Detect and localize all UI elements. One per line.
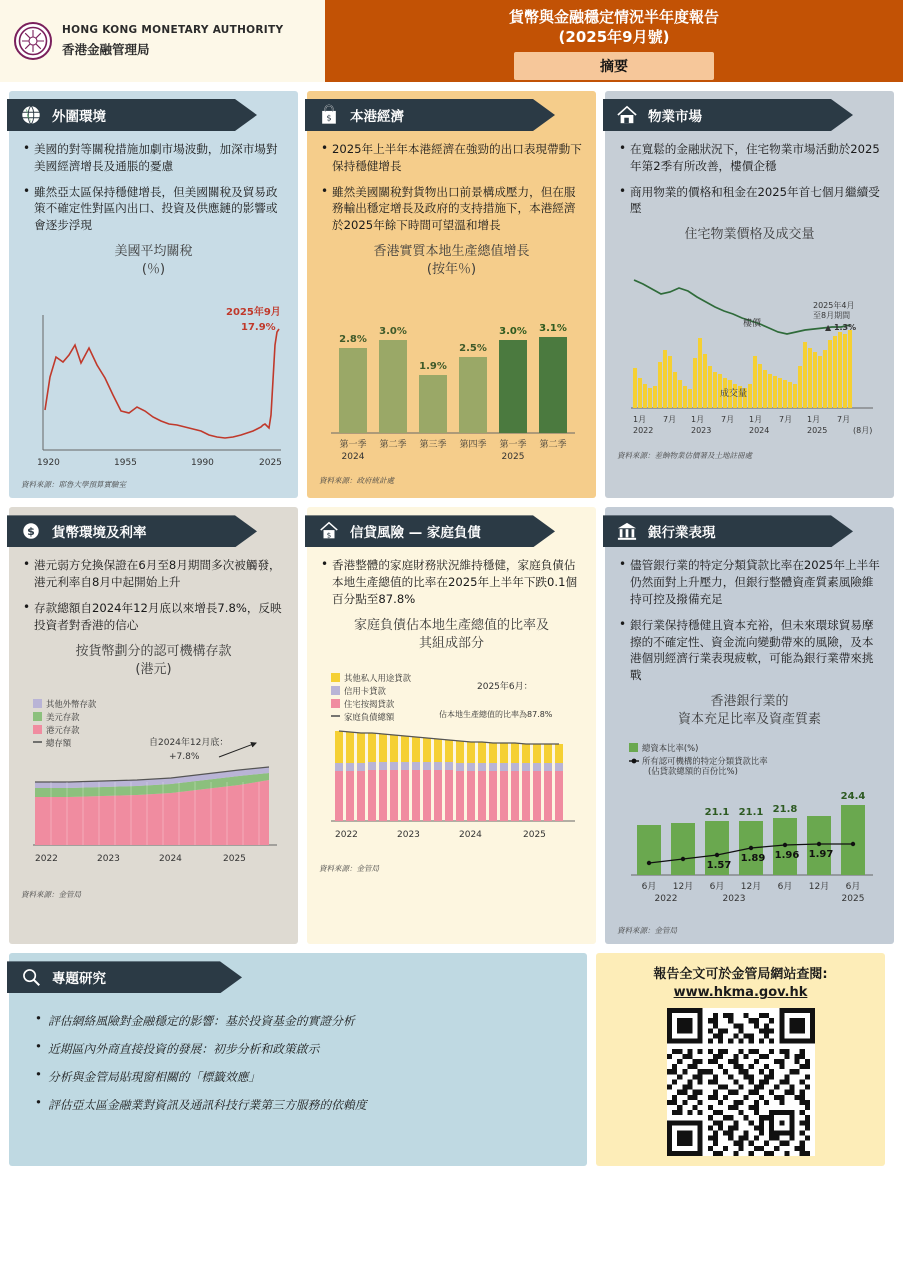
bullet: • 在寬鬆的金融狀況下，住宅物業市場活動於2025年第2季有所改善，樓價企穩 xyxy=(619,141,880,175)
research-item: • 近期區內外商直接投資的發展：初步分析和政策啟示 xyxy=(35,1040,565,1057)
svg-text:第三季: 第三季 xyxy=(419,440,447,451)
svg-text:成交量: 成交量 xyxy=(720,389,748,400)
bullet: • 雖然亞太區保持穩健增長，但美國關稅及貿易政策不確定性對區內出口、投資及供應鏈的影響或會逐步浮現 xyxy=(23,184,284,234)
svg-text:佔本地生產總值的比率為87.8%: 佔本地生產總值的比率為87.8% xyxy=(439,710,553,720)
card-property-banner xyxy=(603,99,853,131)
svg-text:第四季: 第四季 xyxy=(459,440,487,451)
hkma-logo-icon xyxy=(14,22,52,60)
card-local-title: 本港經濟 xyxy=(350,109,404,125)
svg-text:2023: 2023 xyxy=(691,426,712,436)
summary-badge: 摘要 xyxy=(514,52,714,80)
svg-text:21.1: 21.1 xyxy=(704,807,730,819)
card-external-title: 外圍環境 xyxy=(52,109,106,125)
card-monetary-title: 貨幣環境及利率 xyxy=(52,525,147,542)
org-name-en: HONG KONG MONETARY AUTHORITY xyxy=(62,24,284,37)
svg-text:樓價: 樓價 xyxy=(743,319,762,330)
svg-text:總資本比率(%): 總資本比率(%) xyxy=(642,743,699,754)
card-banking-banner xyxy=(603,515,853,547)
card-banking-performance xyxy=(605,507,894,944)
svg-text:1月: 1月 xyxy=(749,415,763,425)
card-banking-bullets xyxy=(605,547,894,684)
svg-text:21.1: 21.1 xyxy=(738,807,764,819)
svg-text:2025: 2025 xyxy=(841,894,865,905)
dollar-icon xyxy=(19,519,43,543)
card-credit-title: 信貸風險 — 家庭負債 xyxy=(350,525,481,542)
bullet: • 儘管銀行業的特定分類貸款比率在2025年上半年仍然面對上升壓力，但銀行整體資產質素風險維持可控及撥備充足 xyxy=(619,557,880,607)
chart-resi-property xyxy=(615,250,884,446)
svg-text:第一季: 第一季 xyxy=(339,440,367,451)
card-qr-link xyxy=(596,953,885,1166)
research-item: • 分析與金管局貼現窗相關的「標籤效應」 xyxy=(35,1068,565,1085)
svg-text:自2024年12月底：: 自2024年12月底： xyxy=(149,737,229,748)
svg-text:6月: 6月 xyxy=(845,882,861,893)
header-title-block xyxy=(325,0,903,82)
svg-text:2022: 2022 xyxy=(633,426,654,436)
svg-text:3.0%: 3.0% xyxy=(499,326,527,338)
card-credit-banner xyxy=(305,515,555,547)
header-branding xyxy=(0,0,325,82)
svg-text:12月: 12月 xyxy=(808,882,830,893)
svg-text:2025: 2025 xyxy=(523,830,546,841)
svg-text:2025年6月：: 2025年6月： xyxy=(477,682,533,693)
row-3 xyxy=(0,953,903,1166)
chart-title-resi-property: 住宅物業價格及成交量 xyxy=(684,227,815,243)
source-property: 資料來源：差餉物業估價署及土地註冊處 xyxy=(617,451,752,461)
svg-text:▲ 1.3%: ▲ 1.3% xyxy=(825,323,857,333)
svg-text:(8月): (8月) xyxy=(853,426,873,436)
source-banking: 資料來源：金管局 xyxy=(617,926,677,936)
svg-text:1990: 1990 xyxy=(191,458,214,469)
chart-deposits-by-currency xyxy=(19,685,288,885)
svg-text:$: $ xyxy=(27,525,35,539)
chart-household-debt xyxy=(317,659,586,859)
card-credit-bullets xyxy=(307,547,596,607)
card-monetary-banner xyxy=(7,515,257,547)
svg-text:1月: 1月 xyxy=(807,415,821,425)
card-external-environment xyxy=(9,91,298,498)
svg-text:2025: 2025 xyxy=(259,458,282,469)
research-item: • 評估網絡風險對金融穩定的影響：基於投資基金的實證分析 xyxy=(35,1012,565,1029)
card-local-banner xyxy=(305,99,555,131)
svg-text:6月: 6月 xyxy=(777,882,793,893)
svg-text:其他外幣存款: 其他外幣存款 xyxy=(46,698,97,709)
bullet: • 美國的對等關稅措施加劇市場波動，加深市場對美國經濟增長及通脹的憂慮 xyxy=(23,141,284,175)
svg-text:1.97: 1.97 xyxy=(808,849,834,861)
card-research-title: 專題研究 xyxy=(52,971,106,988)
bullet: • 香港整體的家庭財務狀況維持穩健，家庭負債佔本地生產總值的比率在2025年上半年下跌0.1個百分點至87.8% xyxy=(321,557,582,607)
svg-text:住宅按揭貸款: 住宅按揭貸款 xyxy=(344,699,395,710)
svg-text:2024: 2024 xyxy=(159,853,182,864)
svg-text:3.1%: 3.1% xyxy=(539,323,567,335)
card-banking-title: 銀行業表現 xyxy=(648,525,716,542)
svg-text:2025: 2025 xyxy=(223,853,246,864)
svg-text:2.8%: 2.8% xyxy=(339,334,367,346)
chart-title-us-tariff: 美國平均關稅 (％) xyxy=(114,243,193,278)
report-title: 貨幣與金融穩定情況半年度報告 xyxy=(508,8,719,26)
svg-text:12月: 12月 xyxy=(740,882,762,893)
row-2 xyxy=(0,507,903,944)
source-local: 資料來源：政府統計處 xyxy=(319,476,394,486)
svg-text:6月: 6月 xyxy=(641,882,657,893)
svg-text:信用卡貸款: 信用卡貸款 xyxy=(344,686,386,697)
svg-text:17.9%: 17.9% xyxy=(241,322,276,334)
card-local-economy xyxy=(307,91,596,498)
bullet: • 雖然美國關稅對貨物出口前景構成壓力，但在服務輸出穩定增長及政府的支持措施下，本港經濟於2025年餘下時間可望溫和增長 xyxy=(321,184,582,234)
svg-text:2024: 2024 xyxy=(459,830,482,841)
svg-text:1月: 1月 xyxy=(633,415,647,425)
svg-text:$: $ xyxy=(326,530,332,540)
chart-title-deposits: 按貨幣劃分的認可機構存款 (港元) xyxy=(75,643,232,677)
svg-text:2023: 2023 xyxy=(97,853,120,864)
svg-text:2025年9月: 2025年9月 xyxy=(226,307,281,319)
bullet: • 2025年上半年本港經濟在強勁的出口表現帶動下保持穩健增長 xyxy=(321,141,582,175)
svg-text:總存額: 總存額 xyxy=(46,737,72,748)
svg-text:至8月期間: 至8月期間 xyxy=(813,311,851,321)
bag-icon xyxy=(317,103,341,127)
svg-text:12月: 12月 xyxy=(672,882,694,893)
bank-icon xyxy=(615,519,639,543)
card-local-bullets xyxy=(307,131,596,234)
bullet: • 港元弱方兌換保證在6月至8月期間多次被觸發，港元利率自8月中起開始上升 xyxy=(23,557,284,591)
qr-title: 報告全文可於金管局網站查閱: xyxy=(653,967,828,983)
svg-text:2022: 2022 xyxy=(335,830,358,841)
chart-title-hk-gdp: 香港實質本地生產總值增長 (按年％) xyxy=(373,243,530,278)
house-money-icon xyxy=(317,519,341,543)
row-1 xyxy=(0,91,903,498)
svg-text:7月: 7月 xyxy=(779,415,793,425)
svg-text:1955: 1955 xyxy=(114,458,137,469)
card-property-bullets xyxy=(605,131,894,217)
org-name-zh: 香港金融管理局 xyxy=(62,41,150,57)
chart-title-bank-capital: 香港銀行業的 資本充足比率及資產質素 xyxy=(677,693,821,728)
chart-title-household-debt: 家庭負債佔本地生產總值的比率及 其組成部分 xyxy=(353,617,549,651)
svg-text:1.57: 1.57 xyxy=(706,860,732,872)
bullet: • 商用物業的價格和租金在2025年首七個月繼續受壓 xyxy=(619,184,880,218)
research-items xyxy=(9,993,587,1130)
page-header xyxy=(0,0,903,82)
svg-text:3.0%: 3.0% xyxy=(379,326,407,338)
research-item: • 評估亞太區金融業對資訊及通訊科技行業第三方服務的依賴度 xyxy=(35,1096,565,1113)
svg-text:6月: 6月 xyxy=(709,882,725,893)
source-monetary: 資料來源：金管局 xyxy=(21,889,81,899)
bullet: • 銀行業保持穩健且資本充裕，但未來環球貿易摩擦的不確定性、資金流向變動帶來的風險，及本港個別經濟行業表現疲軟，可能為銀行業帶來挑戰 xyxy=(619,617,880,684)
svg-text:1.9%: 1.9% xyxy=(419,361,447,373)
card-external-banner xyxy=(7,99,257,131)
source-credit: 資料來源：金管局 xyxy=(319,864,379,874)
svg-text:(佔貸款總額的百份比%): (佔貸款總額的百份比%) xyxy=(648,766,738,777)
svg-text:2.5%: 2.5% xyxy=(459,343,487,355)
svg-text:2024: 2024 xyxy=(341,452,365,463)
svg-text:家庭負債總額: 家庭負債總額 xyxy=(344,712,395,723)
svg-text:7月: 7月 xyxy=(721,415,735,425)
content-grid xyxy=(0,91,903,1166)
svg-text:2023: 2023 xyxy=(722,894,746,905)
globe-icon xyxy=(19,103,43,127)
svg-text:2025: 2025 xyxy=(501,452,525,463)
svg-text:$: $ xyxy=(326,112,332,123)
svg-text:1月: 1月 xyxy=(691,415,705,425)
svg-text:2025: 2025 xyxy=(807,426,828,436)
svg-text:24.4: 24.4 xyxy=(840,791,866,803)
card-thematic-research xyxy=(9,953,587,1166)
magnifier-icon xyxy=(19,965,43,989)
svg-text:港元存款: 港元存款 xyxy=(46,724,80,735)
svg-text:+7.8%: +7.8% xyxy=(169,751,200,762)
bullet: • 存款總額自2024年12月底以來增長7.8%，反映投資者對香港的信心 xyxy=(23,600,284,634)
card-property-market xyxy=(605,91,894,498)
svg-text:7月: 7月 xyxy=(837,415,851,425)
chart-us-tariff xyxy=(19,285,288,475)
card-research-banner xyxy=(7,961,242,993)
card-property-title: 物業市場 xyxy=(648,109,702,125)
svg-text:21.8: 21.8 xyxy=(772,804,798,816)
svg-text:第二季: 第二季 xyxy=(379,440,407,451)
hkma-website-link[interactable]: www.hkma.gov.hk xyxy=(673,985,808,1001)
card-monetary-bullets xyxy=(9,547,298,633)
svg-text:1.96: 1.96 xyxy=(774,850,800,862)
svg-text:其他私人用途貸款: 其他私人用途貸款 xyxy=(344,673,411,684)
svg-text:2022: 2022 xyxy=(35,853,58,864)
svg-text:2025年4月: 2025年4月 xyxy=(813,301,855,311)
chart-bank-capital xyxy=(615,735,884,921)
card-monetary-environment xyxy=(9,507,298,944)
source-external: 資料來源：耶魯大學預算實驗室 xyxy=(21,480,126,490)
svg-text:第一季: 第一季 xyxy=(499,440,527,451)
svg-text:第二季: 第二季 xyxy=(539,440,567,451)
svg-text:7月: 7月 xyxy=(663,415,677,425)
svg-text:1.89: 1.89 xyxy=(740,853,766,865)
chart-hk-gdp-growth xyxy=(317,285,586,471)
svg-text:2024: 2024 xyxy=(749,426,770,436)
svg-text:2023: 2023 xyxy=(397,830,420,841)
card-credit-risk xyxy=(307,507,596,944)
svg-text:美元存款: 美元存款 xyxy=(46,711,80,722)
qr-code-icon xyxy=(667,1008,815,1156)
svg-text:2022: 2022 xyxy=(654,894,678,905)
report-issue: (2025年9月號) xyxy=(558,28,670,47)
card-external-bullets xyxy=(9,131,298,234)
svg-text:1920: 1920 xyxy=(37,458,60,469)
svg-text:所有認可機構的特定分類貸款比率: 所有認可機構的特定分類貸款比率 xyxy=(642,756,768,767)
house-icon xyxy=(615,103,639,127)
